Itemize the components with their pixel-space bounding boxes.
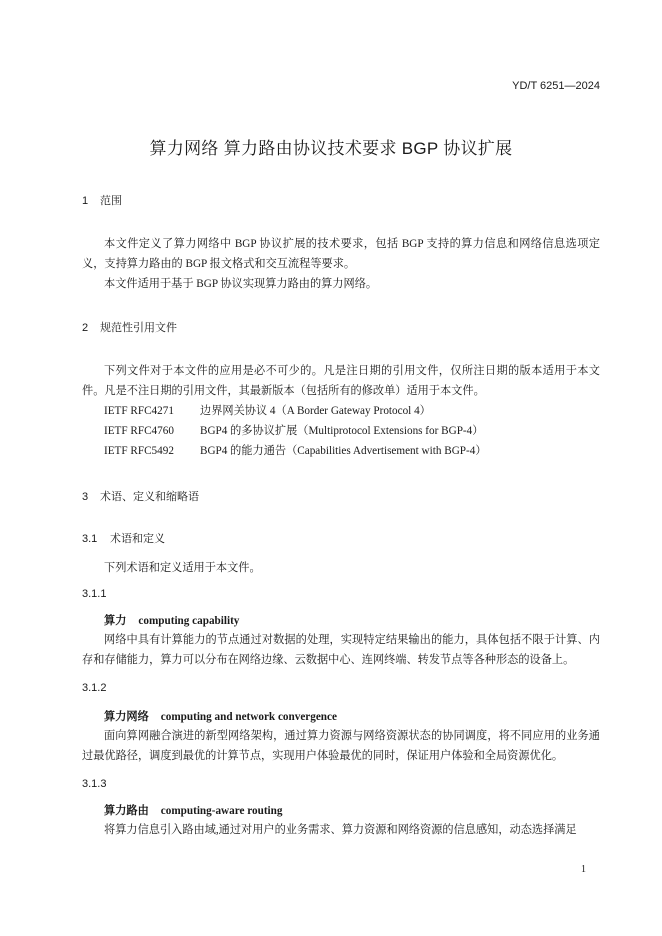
term-chinese: 算力网络 [104,711,149,723]
term-number: 3.1.1 [82,588,107,600]
section-title: 术语、定义和缩略语 [100,491,199,503]
section-2-heading [82,319,177,335]
standard-number: YD/T 6251—2024 [512,80,600,92]
term-definition: 面向算网融合演进的新型网络架构，通过算力资源与网络资源状态的协同调度，将不同应用的业务通过最优路径，调度到最优的计算节点，实现用户体验最优的同时，保证用户体验和全局资源优化。 [82,730,600,762]
term-english: computing and network convergence [160,711,337,723]
normative-references-paragraph: 下列文件对于本文件的应用是必不可少的。凡是注日期的引用文件，仅所注日期的版本适用于本文件。凡是不注日期的引用文件，其最新版本（包括所有的修改单）适用于本文件。 [82,365,600,397]
reference-code: IETF RFC5492 [104,445,174,457]
term-definition: 将算力信息引入路由域,通过对用户的业务需求、算力资源和网络资源的信息感知，动态选择满足 [104,824,577,836]
reference-code: IETF RFC4760 [104,425,174,437]
reference-item [104,402,431,420]
reference-item [104,422,483,440]
scope-paragraph-1: 本文件定义了算力网络中 BGP 协议扩展的技术要求，包括 BGP 支持的算力信息和网络信息选项定义，支持算力路由的 BGP 报文格式和交互流程等要求。 [82,238,600,270]
term-number: 3.1.3 [82,778,107,790]
reference-item [104,442,487,460]
terms-intro: 下列术语和定义适用于本文件。 [104,562,261,574]
term-english: computing-aware routing [160,805,283,817]
subsection-number: 3.1 [82,533,98,545]
page-number: 1 [581,864,586,875]
reference-title: BGP4 的能力通告（Capabilities Advertisement with BGP-4） [200,445,487,457]
subsection-3-1-heading [82,530,165,546]
term-definition: 网络中具有计算能力的节点通过对数据的处理，实现特定结果输出的能力，具体包括不限于计算、内存和存储能力，算力可以分布在网络边缘、云数据中心、连网终端、转发节点等各种形态的设备上。 [82,634,600,666]
section-number: 2 [82,322,89,334]
reference-title: BGP4 的多协议扩展（Multiprotocol Extensions for BGP-4） [200,425,484,437]
section-number: 1 [82,195,89,207]
term-english: computing capability [138,615,240,627]
section-1-heading [82,192,122,208]
section-3-heading [82,488,199,504]
term-heading [104,708,337,726]
term-chinese: 算力路由 [104,805,149,817]
section-number: 3 [82,491,89,503]
reference-code: IETF RFC4271 [104,405,174,417]
term-heading [104,612,239,630]
subsection-title: 术语和定义 [110,533,165,545]
term-chinese: 算力 [104,615,127,627]
section-title: 范围 [100,195,122,207]
term-heading [104,802,282,820]
document-title: 算力网络 算力路由协议技术要求 BGP 协议扩展 [149,139,513,158]
term-number: 3.1.2 [82,682,107,694]
scope-paragraph-2: 本文件适用于基于 BGP 协议实现算力路由的算力网络。 [104,278,378,290]
reference-title: 边界网关协议 4（A Border Gateway Protocol 4） [200,405,431,417]
section-title: 规范性引用文件 [100,322,177,334]
